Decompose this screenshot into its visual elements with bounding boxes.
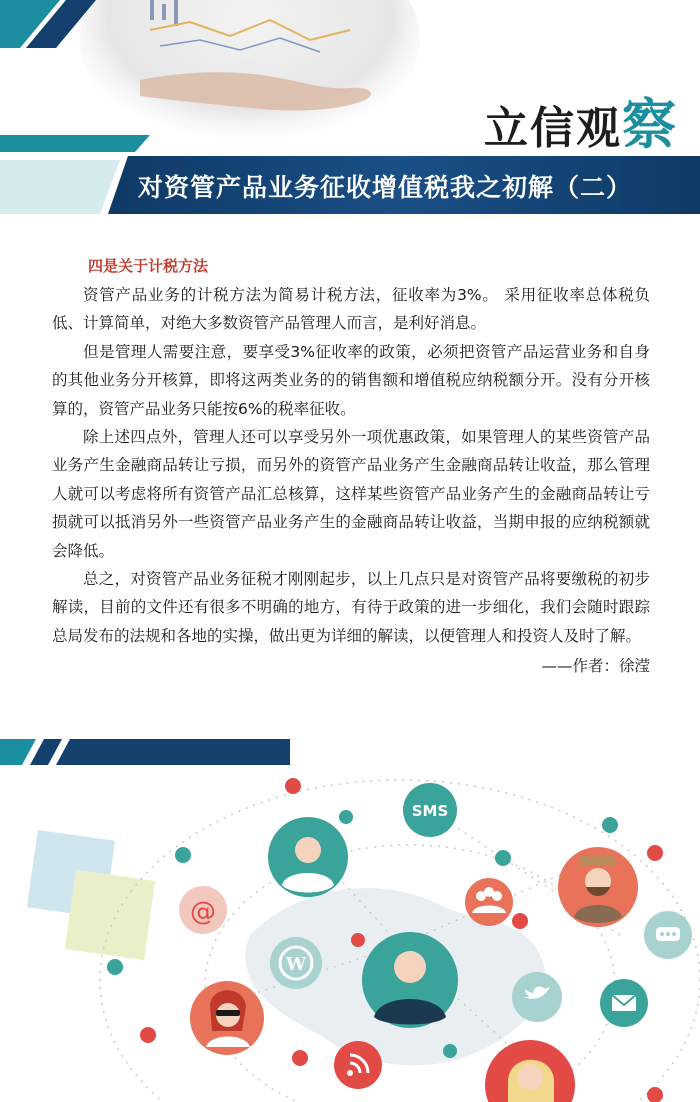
social-network-graphic bbox=[0, 735, 700, 1102]
band-accent-light bbox=[0, 160, 120, 214]
band-accent-teal bbox=[0, 135, 150, 152]
section-heading: 四是关于计税方法 bbox=[88, 257, 209, 275]
article-title: 对资管产品业务征收增值税我之初解（二） bbox=[138, 173, 633, 202]
paragraph-4: 总之，对资管产品业务征税才刚刚起步，以上几点只是对资管产品将要缴税的初步解读，目前的文件还有很多不明确的地方，有待于政策的进一步细化，我们会随时跟踪总局发布的法规和各地的实操，做出更为详细的解读，以便管理人和投资人及时了解。 bbox=[52, 570, 650, 645]
twitter-icon bbox=[512, 972, 562, 1022]
avatar-woman-sunglasses bbox=[190, 981, 264, 1055]
author-credit: ——作者：徐滢 bbox=[541, 657, 650, 676]
article-body bbox=[52, 255, 650, 680]
wordpress-icon bbox=[270, 937, 322, 989]
at-sign-icon bbox=[179, 886, 227, 934]
paragraph-3: 除上述四点外，管理人还可以享受另外一项优惠政策，如果管理人的某些资管产品业务产生金融商品转让亏损，而另外的资管产品业务产生金融商品转让收益，那么管理人就可以考虑将所有资管产品汇总核算，这样某些资管产品业务产生的金融商品转让亏损就可以抵消另外一些资管产品业务产生的金融商品转让收益，当期申报的应纳税额就会降低。 bbox=[52, 428, 650, 560]
brand-title-part2: 察 bbox=[622, 93, 678, 156]
deco-square-green bbox=[65, 870, 155, 960]
avatar-man-teal bbox=[268, 817, 348, 897]
svg-text:@: @ bbox=[190, 897, 216, 927]
people-group-icon bbox=[465, 878, 513, 926]
paragraph-1: 资管产品业务的计税方法为简易计税方法，征收率为3%。 采用征收率总体税负低、计算简单，对绝大多数资管产品管理人而言，是利好消息。 bbox=[52, 286, 650, 333]
avatar-center-man bbox=[362, 932, 458, 1028]
rss-icon bbox=[334, 1041, 382, 1089]
svg-text:W: W bbox=[285, 954, 307, 975]
chat-icon bbox=[644, 911, 692, 959]
paragraph-2: 但是管理人需要注意，要享受3%征收率的政策，必须把资管产品运营业务和自身的其他业务分开核算，即将这两类业务的的销售额和增值税应纳税额分开。没有分开核算的，资管产品业务只能按6%的税率征收。 bbox=[52, 342, 650, 418]
avatar-woman-blonde bbox=[485, 1040, 575, 1102]
header-banner bbox=[0, 0, 700, 230]
brand-title-part1: 立信观 bbox=[484, 103, 622, 154]
sms-label: SMS bbox=[411, 802, 449, 820]
avatar-hipster bbox=[558, 847, 638, 927]
brand-title bbox=[484, 82, 678, 159]
network-illustration bbox=[0, 735, 700, 1102]
mail-icon bbox=[600, 979, 648, 1027]
